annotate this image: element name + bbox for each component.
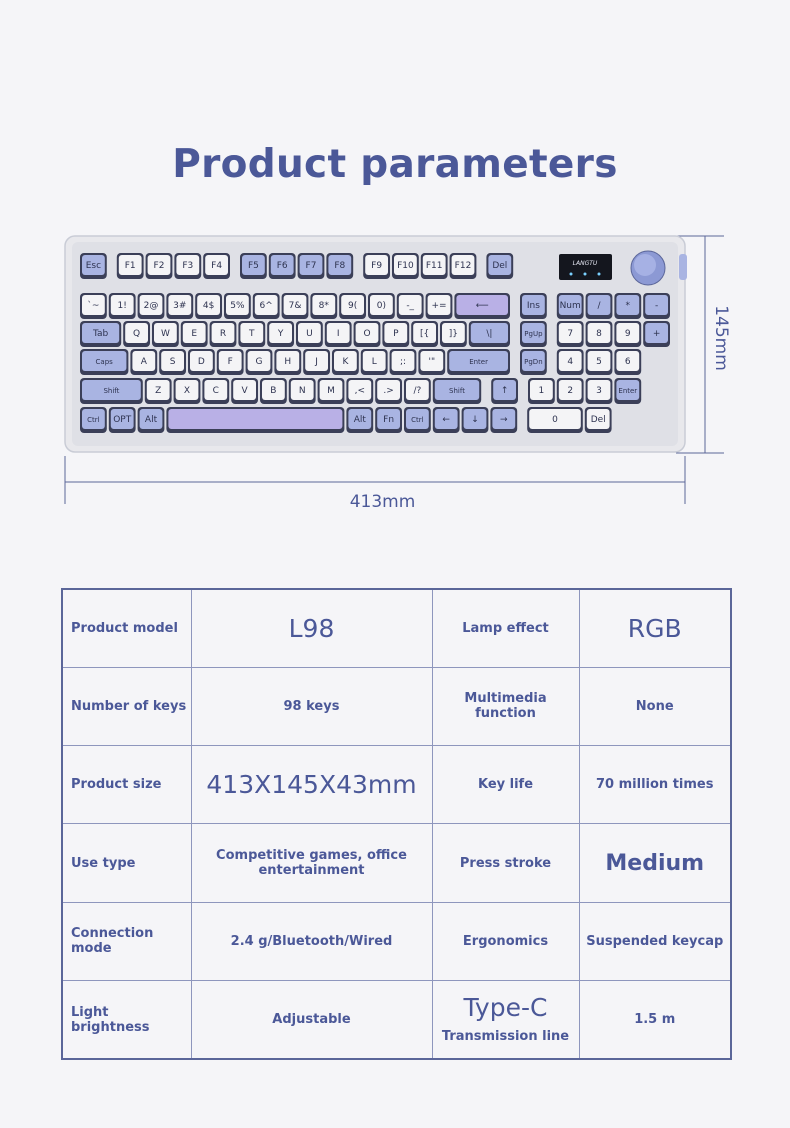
spec-value: 413X145X43mm bbox=[191, 746, 432, 824]
key-label: F10 bbox=[397, 261, 414, 271]
key bbox=[643, 293, 670, 319]
key bbox=[146, 253, 173, 279]
spec-value: 1.5 m bbox=[579, 981, 731, 1059]
key bbox=[586, 349, 613, 375]
key-label: → bbox=[500, 415, 508, 425]
key bbox=[253, 293, 280, 319]
key-label: 6^ bbox=[259, 301, 273, 311]
spec-value: Suspended keycap bbox=[579, 902, 731, 980]
key bbox=[145, 378, 172, 404]
key-label: ]} bbox=[448, 329, 459, 339]
key bbox=[240, 253, 267, 279]
key-label: ← bbox=[442, 415, 450, 425]
key bbox=[557, 378, 584, 404]
key bbox=[557, 293, 584, 319]
spec-value: 98 keys bbox=[191, 667, 432, 745]
key-label: '" bbox=[428, 357, 436, 367]
key bbox=[418, 349, 445, 375]
height-label: 145mm bbox=[711, 305, 731, 371]
key-label: R bbox=[219, 329, 227, 339]
key-label: F8 bbox=[334, 261, 346, 271]
key bbox=[363, 253, 390, 279]
key bbox=[80, 253, 107, 279]
key bbox=[80, 378, 143, 404]
spec-table bbox=[61, 588, 732, 1060]
key bbox=[80, 407, 107, 433]
key bbox=[224, 293, 251, 319]
spec-label: Lamp effect bbox=[432, 589, 579, 667]
key bbox=[404, 407, 431, 433]
key-label: 2@ bbox=[143, 301, 159, 311]
table-row bbox=[62, 746, 731, 824]
key-label: Tab bbox=[92, 329, 109, 339]
key-label: O bbox=[363, 329, 371, 339]
table-row bbox=[62, 667, 731, 745]
key bbox=[325, 321, 352, 347]
key bbox=[397, 293, 424, 319]
key-label: Caps bbox=[95, 358, 113, 366]
spec-label: Use type bbox=[62, 824, 191, 902]
key bbox=[454, 293, 510, 319]
key-label: H bbox=[284, 357, 292, 367]
key bbox=[181, 321, 208, 347]
key-label: Q bbox=[133, 329, 141, 339]
key-label: E bbox=[191, 329, 198, 339]
key-label: Del bbox=[492, 261, 508, 271]
key-label: Ins bbox=[526, 301, 540, 311]
key bbox=[462, 407, 489, 433]
spec-label: Product size bbox=[62, 746, 191, 824]
key bbox=[382, 321, 409, 347]
key bbox=[80, 293, 107, 319]
spec-label: Ergonomics bbox=[432, 902, 579, 980]
key-label: [{ bbox=[419, 329, 430, 339]
key bbox=[138, 293, 165, 319]
key bbox=[246, 349, 273, 375]
key-label: Alt bbox=[353, 415, 366, 425]
key bbox=[152, 321, 179, 347]
key bbox=[260, 378, 287, 404]
key-label: ;: bbox=[399, 357, 407, 367]
key-label: Del bbox=[590, 415, 606, 425]
spec-value: None bbox=[579, 667, 731, 745]
table-row bbox=[62, 824, 731, 902]
key bbox=[614, 349, 641, 375]
key-label: F1 bbox=[124, 261, 136, 271]
spec-label-sub: Transmission line bbox=[441, 1028, 570, 1044]
spec-value: Competitive games, office entertainment bbox=[191, 824, 432, 902]
key bbox=[188, 349, 215, 375]
key-label: P bbox=[393, 329, 399, 339]
key bbox=[368, 293, 395, 319]
key bbox=[238, 321, 265, 347]
key bbox=[404, 378, 431, 404]
key bbox=[303, 349, 330, 375]
key-label: K bbox=[342, 357, 349, 367]
spec-label: Multimedia function bbox=[432, 667, 579, 745]
key-label: V bbox=[241, 386, 248, 396]
key bbox=[614, 293, 641, 319]
key bbox=[326, 253, 353, 279]
key-label: 7& bbox=[288, 301, 302, 311]
key-label: C bbox=[212, 386, 219, 396]
table-row bbox=[62, 902, 731, 980]
keyboard-image bbox=[0, 228, 790, 518]
key-label: 8* bbox=[318, 301, 329, 311]
spec-value: L98 bbox=[191, 589, 432, 667]
spec-value: Adjustable bbox=[191, 981, 432, 1059]
key bbox=[282, 293, 309, 319]
key-label: Z bbox=[155, 386, 162, 396]
key-label: 4$ bbox=[202, 301, 215, 311]
key bbox=[332, 349, 359, 375]
key bbox=[411, 321, 438, 347]
key bbox=[174, 253, 201, 279]
key-label: 5% bbox=[230, 301, 245, 311]
key bbox=[117, 253, 144, 279]
key bbox=[392, 253, 419, 279]
spec-label-cell bbox=[432, 981, 579, 1059]
key bbox=[375, 407, 402, 433]
spec-label: Key life bbox=[432, 746, 579, 824]
key bbox=[486, 253, 513, 279]
key bbox=[447, 349, 510, 375]
key bbox=[361, 349, 388, 375]
key-label: 9( bbox=[347, 301, 358, 311]
key bbox=[296, 321, 323, 347]
key-label: 5 bbox=[596, 357, 602, 367]
display-indicator bbox=[598, 273, 601, 276]
key-label: .> bbox=[383, 386, 394, 396]
key bbox=[202, 378, 229, 404]
key bbox=[298, 253, 325, 279]
spec-value: 70 million times bbox=[579, 746, 731, 824]
key-label: `~ bbox=[87, 301, 100, 311]
key-label: F7 bbox=[305, 261, 317, 271]
key bbox=[586, 321, 613, 347]
key-label: Alt bbox=[144, 415, 158, 425]
key-label: N bbox=[298, 386, 306, 396]
key-label: - bbox=[654, 301, 659, 311]
key-label: Ctrl bbox=[87, 416, 100, 424]
key-label: ↓ bbox=[471, 415, 479, 425]
key bbox=[130, 349, 157, 375]
key-label: 4 bbox=[567, 357, 574, 367]
key-cap bbox=[168, 409, 342, 429]
key-label: Esc bbox=[85, 261, 102, 271]
key bbox=[426, 293, 453, 319]
page-title: Product parameters bbox=[172, 142, 618, 187]
key-label: \| bbox=[486, 329, 493, 339]
key-label: L bbox=[371, 357, 377, 367]
key bbox=[159, 349, 186, 375]
key bbox=[195, 293, 222, 319]
key bbox=[269, 253, 296, 279]
key-label: 9 bbox=[624, 329, 631, 339]
key-label: J bbox=[315, 357, 318, 367]
key bbox=[586, 378, 613, 404]
key-label: Shift bbox=[449, 387, 465, 395]
key-label: S bbox=[169, 357, 176, 367]
key bbox=[643, 321, 670, 347]
key bbox=[520, 349, 547, 375]
key bbox=[217, 349, 244, 375]
key bbox=[421, 253, 448, 279]
key bbox=[174, 378, 201, 404]
key bbox=[557, 321, 584, 347]
key-label: F2 bbox=[153, 261, 165, 271]
key bbox=[375, 378, 402, 404]
key-label: T bbox=[249, 329, 255, 339]
key-label: X bbox=[183, 386, 191, 396]
key-label: F12 bbox=[454, 261, 472, 271]
key bbox=[109, 407, 136, 433]
key-label: 1 bbox=[538, 386, 545, 396]
key-label: * bbox=[625, 301, 631, 311]
width-label: 413mm bbox=[349, 492, 416, 512]
key-label: Num bbox=[559, 301, 581, 311]
key-label: Shift bbox=[103, 387, 120, 395]
key bbox=[267, 321, 294, 347]
key bbox=[520, 293, 547, 319]
key-label: 3# bbox=[173, 301, 187, 311]
key-label: 1! bbox=[117, 301, 127, 311]
key bbox=[469, 321, 510, 347]
key-label: G bbox=[255, 357, 263, 367]
key bbox=[491, 378, 518, 404]
spec-label: Connection mode bbox=[62, 902, 191, 980]
table-row bbox=[62, 589, 731, 667]
key-label: Enter bbox=[469, 358, 488, 366]
key-label: 0 bbox=[552, 415, 558, 425]
side-switch bbox=[679, 254, 687, 280]
key-label: + bbox=[652, 329, 661, 339]
spec-value: Medium bbox=[579, 824, 731, 902]
key-label: 0) bbox=[376, 301, 387, 311]
key-label: ,< bbox=[354, 386, 366, 396]
key-label: F11 bbox=[425, 261, 443, 271]
spec-label: Type-C bbox=[463, 992, 548, 1022]
key bbox=[346, 407, 373, 433]
key-label: I bbox=[336, 329, 340, 339]
key-label: 2 bbox=[567, 386, 574, 396]
spec-value: 2.4 g/Bluetooth/Wired bbox=[191, 902, 432, 980]
key bbox=[520, 321, 547, 347]
key bbox=[166, 293, 193, 319]
key-label: / bbox=[597, 301, 601, 311]
key bbox=[123, 321, 150, 347]
key bbox=[433, 378, 481, 404]
key-label: 6 bbox=[624, 357, 631, 367]
key-label: /? bbox=[413, 386, 422, 396]
key bbox=[318, 378, 345, 404]
display-brand: LANGTU bbox=[572, 260, 598, 267]
key bbox=[528, 378, 555, 404]
key bbox=[339, 293, 366, 319]
key bbox=[231, 378, 258, 404]
table-row bbox=[62, 981, 731, 1059]
key-label: 3 bbox=[596, 386, 602, 396]
spec-value: RGB bbox=[579, 589, 731, 667]
key bbox=[274, 349, 301, 375]
key-label: Enter bbox=[618, 387, 638, 395]
key-label: 7 bbox=[567, 329, 574, 339]
key-label: W bbox=[160, 329, 170, 339]
key bbox=[138, 407, 165, 433]
key-label: PgDn bbox=[524, 358, 543, 366]
key bbox=[614, 321, 641, 347]
key bbox=[346, 378, 373, 404]
key-label: F6 bbox=[276, 261, 288, 271]
key bbox=[80, 321, 121, 347]
key-label: OPT bbox=[113, 415, 132, 425]
key bbox=[527, 407, 583, 433]
key bbox=[354, 321, 381, 347]
key bbox=[210, 321, 237, 347]
key bbox=[440, 321, 467, 347]
display-screen bbox=[559, 254, 612, 280]
key-label: ⟵ bbox=[475, 301, 489, 311]
key bbox=[166, 407, 344, 433]
key-label: F9 bbox=[371, 261, 383, 271]
keyboard-illustration bbox=[0, 228, 790, 518]
key bbox=[289, 378, 316, 404]
key-label: M bbox=[327, 386, 335, 396]
display-indicator bbox=[584, 273, 587, 276]
key-label: -_ bbox=[406, 301, 415, 311]
key-label: U bbox=[306, 329, 313, 339]
spec-label: Light brightness bbox=[62, 981, 191, 1059]
key-label: PgUp bbox=[524, 330, 543, 338]
key bbox=[390, 349, 417, 375]
display-indicator bbox=[570, 273, 573, 276]
key bbox=[490, 407, 517, 433]
key-label: 8 bbox=[596, 329, 602, 339]
spec-label: Number of keys bbox=[62, 667, 191, 745]
key bbox=[450, 253, 477, 279]
key-label: F bbox=[227, 357, 233, 367]
key bbox=[586, 293, 613, 319]
key bbox=[80, 349, 128, 375]
key bbox=[614, 378, 641, 404]
key-label: F5 bbox=[247, 261, 259, 271]
key bbox=[310, 293, 337, 319]
key bbox=[109, 293, 136, 319]
key-label: Y bbox=[277, 329, 284, 339]
key-label: Ctrl bbox=[411, 416, 424, 424]
volume-knob-highlight bbox=[634, 254, 656, 276]
key-label: F3 bbox=[182, 261, 194, 271]
spec-label: Press stroke bbox=[432, 824, 579, 902]
key-label: += bbox=[431, 301, 447, 311]
key-label: F4 bbox=[211, 261, 223, 271]
key-label: Fn bbox=[383, 415, 395, 425]
key bbox=[585, 407, 612, 433]
key-label: ↑ bbox=[500, 386, 509, 396]
key-label: D bbox=[197, 357, 205, 367]
key bbox=[433, 407, 460, 433]
key bbox=[203, 253, 230, 279]
key-label: A bbox=[140, 357, 147, 367]
spec-label: Product model bbox=[62, 589, 191, 667]
key bbox=[557, 349, 584, 375]
key-label: B bbox=[270, 386, 277, 396]
